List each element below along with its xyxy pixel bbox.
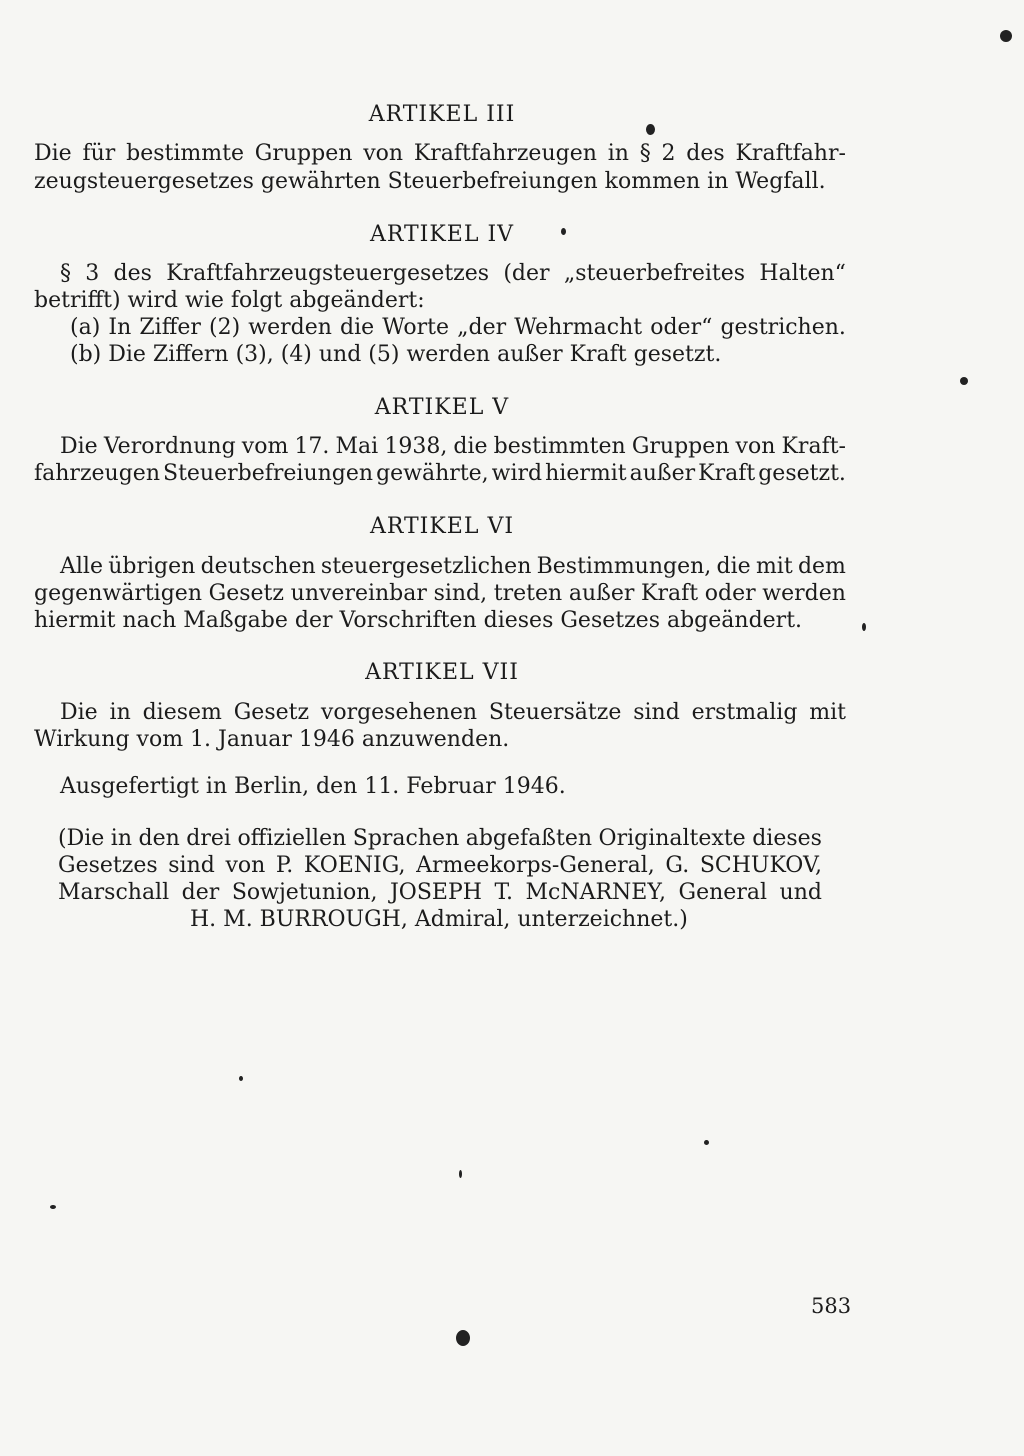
scan-speck [1000,30,1012,42]
signature-note-line-1: (Die in den drei offiziellen Sprachen abgefaßten Originaltexte dieses [58,826,822,851]
article-4-line-3: (a) In Ziffer (2) werden die Worte „der Wehrmacht oder“ gestrichen. [70,315,846,340]
page-number: 583 [811,1294,852,1318]
article-heading-6: ARTIKEL VI [369,514,515,539]
article-3-line-1: Die für bestimmte Gruppen von Kraftfahrzeugen in § 2 des Kraftfahr- [34,141,846,166]
signature-note-line-3: Marschall der Sowjetunion, JOSEPH T. McNARNEY, General und [58,880,822,905]
article-6-line-2: gegenwärtigen Gesetz unvereinbar sind, treten außer Kraft oder werden [34,581,846,606]
article-heading-3: ARTIKEL III [368,102,516,127]
article-7-line-2: Wirkung vom 1. Januar 1946 anzuwenden. [34,727,510,752]
date-line: Ausgefertigt in Berlin, den 11. Februar 1946. [60,774,566,799]
article-6-line-1: Alle übrigen deutschen steuergesetzlichen Bestimmungen, die mit dem [60,554,846,579]
article-5-line-1: Die Verordnung vom 17. Mai 1938, die bestimmten Gruppen von Kraft- [60,434,846,459]
scan-speck [459,1170,462,1178]
article-5-line-2: fahrzeugen Steuerbefreiungen gewährte, wird hiermit außer Kraft gesetzt. [34,461,846,486]
scan-speck [239,1076,243,1081]
article-heading-4: ARTIKEL IV [369,222,515,247]
scan-speck [960,377,968,385]
signature-note-line-2: Gesetzes sind von P. KOENIG, Armeekorps-General, G. SCHUKOV, [58,853,822,878]
article-heading-5: ARTIKEL V [374,395,510,420]
article-heading-7: ARTIKEL VII [365,660,519,685]
article-4-line-1: § 3 des Kraftfahrzeugsteuergesetzes (der „steuerbefreites Halten“ [60,261,846,286]
article-4-line-2: betrifft) wird wie folgt abgeändert: [34,288,425,313]
scan-speck [646,124,655,135]
scan-speck [561,228,566,235]
scan-speck [862,623,866,631]
article-6-line-3: hiermit nach Maßgabe der Vorschriften dieses Gesetzes abgeändert. [34,608,803,633]
scan-speck [456,1330,470,1346]
scan-speck [50,1205,56,1209]
article-3-line-2: zeugsteuergesetzes gewährten Steuerbefreiungen kommen in Wegfall. [34,169,826,194]
article-4-line-4: (b) Die Ziffern (3), (4) und (5) werden außer Kraft gesetzt. [70,342,722,367]
article-7-line-1: Die in diesem Gesetz vorgesehenen Steuersätze sind erstmalig mit [60,700,846,725]
scan-speck [704,1140,709,1145]
signature-note-line-4: H. M. BURROUGH, Admiral, unterzeichnet.) [190,907,688,932]
